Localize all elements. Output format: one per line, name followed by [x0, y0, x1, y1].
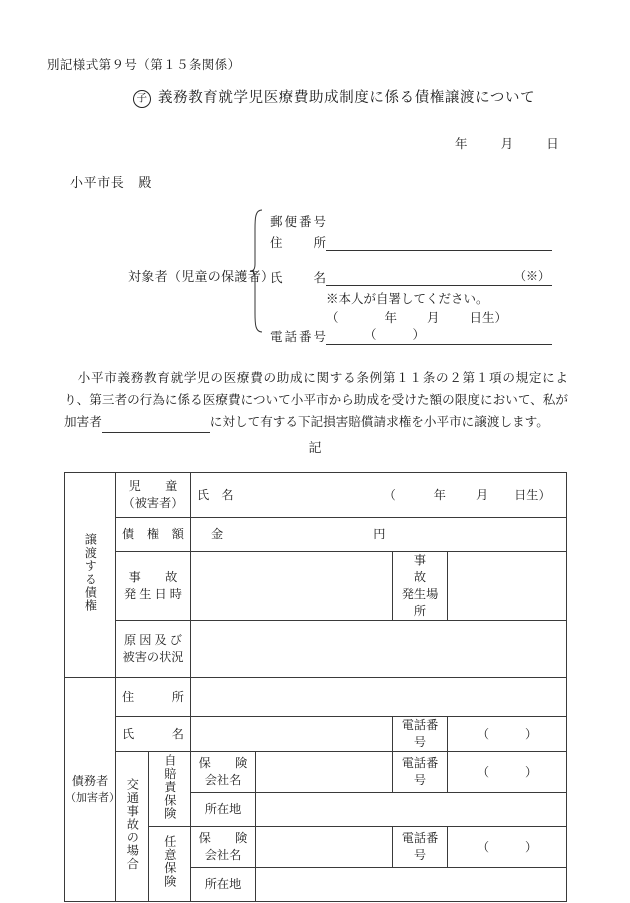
cell-jibaiseki-tel-label: [393, 752, 448, 793]
accident-place-line2: 発生場所: [401, 587, 439, 618]
birth-year-label: 年: [384, 311, 398, 325]
cell-jibaiseki-label: [149, 752, 191, 827]
jibaiseki-tel-open-paren: （: [476, 764, 489, 779]
section-debtor-sub-label: （加害者）: [65, 791, 120, 804]
curly-brace-icon: [249, 209, 263, 333]
cell-debtor-name-label: [116, 717, 191, 752]
cell-jibaiseki-insurer-name-label: [191, 752, 256, 793]
debtor-address-label: 住 所: [122, 689, 184, 704]
cell-debtor-address-value[interactable]: [191, 678, 567, 717]
debtor-name-label: 氏 名: [122, 726, 184, 741]
birth-month-label: 月: [427, 311, 440, 325]
applicant-birthdate-row: [326, 308, 507, 326]
birth-open-paren: （: [326, 311, 339, 325]
cell-jibaiseki-location-value[interactable]: [256, 793, 567, 827]
name-signature-mark: （※）: [513, 269, 550, 283]
claim-amount-label: 債 権 額: [122, 527, 184, 541]
cell-child-name-value[interactable]: [191, 473, 567, 518]
ki-heading: 記: [308, 440, 322, 455]
nini-tel-label: 電話番号: [401, 831, 439, 862]
cause-line2: 被害の状況: [122, 650, 184, 664]
child-label-line2: （被害者）: [122, 496, 184, 510]
address-label: 住 所: [270, 236, 326, 250]
table-row-jibaiseki-insurer: [65, 752, 567, 793]
accident-place-line1: 事 故: [413, 553, 451, 584]
claim-amount-unit: 円: [373, 527, 386, 541]
jibaiseki-tel-label: 電話番号: [401, 756, 439, 787]
table-row-accident: [65, 552, 567, 621]
cell-nini-label: [149, 827, 191, 902]
insurer-name-line1: 保 険: [198, 756, 248, 770]
cell-child-label: [116, 473, 191, 518]
date-year-label: 年: [455, 137, 468, 151]
cell-section-debtor: [65, 678, 120, 902]
cell-nini-tel-value[interactable]: [448, 827, 567, 868]
cell-jibaiseki-tel-value[interactable]: [448, 752, 567, 793]
name-label: 氏 名: [270, 271, 326, 285]
telephone-input-line[interactable]: [326, 330, 552, 345]
jibaiseki-location-label: 所在地: [204, 802, 242, 816]
section-debtor-label: 債務者: [71, 773, 109, 788]
document-title-row: [133, 86, 535, 108]
table-row-debtor-address: [65, 678, 567, 717]
nini-insurer-name-line2: 会社名: [204, 848, 242, 862]
perpetrator-input-line[interactable]: [102, 419, 210, 433]
cell-claim-amount-label: [116, 518, 191, 552]
tel-open-paren: （: [364, 328, 377, 342]
document-title: 義務教育就学児医療費助成制度に係る債権譲渡について: [158, 90, 536, 106]
cell-debtor-tel-value[interactable]: [448, 717, 567, 752]
cell-nini-insurer-name-label: [191, 827, 256, 868]
postal-code-label: 郵便番号: [270, 215, 326, 229]
debtor-tel-label: 電話番号: [401, 718, 439, 749]
cell-nini-tel-label: [393, 827, 448, 868]
applicant-address-row: [270, 233, 552, 251]
addressee-name: 小平市長: [70, 175, 125, 190]
signature-note: ※本人が自署してください。: [326, 292, 489, 306]
cell-accident-place-label: [393, 552, 451, 621]
addressee-honorific: 殿: [138, 175, 153, 190]
child-dob-year-label: 年: [433, 487, 446, 502]
applicant-tel-row: [270, 327, 552, 345]
paragraph-text-part2: に対して有する下記損害賠償請求権を小平市に譲渡します。: [209, 415, 549, 429]
nini-insurer-name-line1: 保 険: [198, 831, 248, 845]
cause-line1: 原 因 及 び: [124, 633, 182, 647]
insurer-name-line2: 会社名: [204, 773, 242, 787]
applicant-name-row: [270, 268, 552, 286]
jibaiseki-label: 自賠責保険: [162, 753, 177, 820]
debtor-tel-open-paren: （: [476, 726, 489, 741]
cell-cause-label: [116, 621, 191, 678]
jibaiseki-tel-close-paren: ）: [525, 764, 538, 779]
cell-accident-datetime-value[interactable]: [191, 552, 393, 621]
nini-location-label: 所在地: [204, 877, 242, 891]
date-line: [455, 134, 559, 152]
table-row-cause: [65, 621, 567, 678]
date-day-label: 日: [546, 137, 559, 151]
body-paragraph: [64, 367, 568, 433]
table-row-claim-amount: [65, 518, 567, 552]
applicant-postal-row: [270, 212, 326, 230]
address-input-line[interactable]: [326, 236, 552, 251]
cell-accident-datetime-label: [116, 552, 191, 621]
telephone-parens: [364, 325, 425, 343]
child-dob-open-paren: （: [383, 487, 396, 502]
tel-close-paren: ）: [412, 328, 426, 342]
child-label-line1: 児 童: [128, 479, 178, 493]
child-name-label: 氏 名: [197, 487, 234, 502]
nini-tel-open-paren: （: [476, 839, 489, 854]
cell-nini-location-label: [191, 868, 256, 902]
cell-nini-insurer-name-value[interactable]: [256, 827, 393, 868]
date-month-label: 月: [500, 137, 514, 151]
cell-jibaiseki-insurer-name-value[interactable]: [256, 752, 393, 793]
cell-debtor-tel-label: [393, 717, 448, 752]
nini-tel-close-paren: ）: [525, 839, 538, 854]
section-assigned-claim-label: 譲渡する債権: [83, 532, 98, 613]
form-number: 別記様式第９号（第１５条関係）: [47, 58, 241, 72]
claim-amount-prefix: 金: [211, 527, 224, 541]
cell-cause-value[interactable]: [191, 621, 567, 678]
cell-jibaiseki-location-label: [191, 793, 256, 827]
cell-debtor-name-value[interactable]: [191, 717, 393, 752]
cell-section-assigned-claim: [65, 473, 116, 678]
accident-datetime-line1: 事 故: [128, 570, 178, 584]
nini-label: 任意保険: [162, 835, 177, 888]
cell-debtor-address-label: [116, 678, 191, 717]
debtor-tel-close-paren: ）: [525, 726, 538, 741]
cell-traffic-case-label: [116, 752, 149, 902]
paragraph-text-part1: 小平市義務教育就学児の医療費の助成に関する条例第１１条の２第１項の規定により、第三者の行為に係る医療費について小平市から助成を受けた額の限度において、私が加害者: [64, 371, 568, 429]
traffic-case-label: 交通事故の場合: [125, 777, 140, 871]
claim-details-table: [64, 472, 567, 902]
cell-accident-place-value[interactable]: [448, 552, 567, 621]
child-dob-day-label: 日生）: [514, 487, 551, 502]
table-row-debtor-name: [65, 717, 567, 752]
telephone-label: 電話番号: [270, 330, 326, 344]
name-input-line[interactable]: [326, 271, 552, 286]
birth-day-label: 日生）: [469, 311, 508, 325]
child-mark-icon: 子: [133, 90, 151, 108]
table-row-child-name: [65, 473, 567, 518]
cell-nini-location-value[interactable]: [256, 868, 567, 902]
accident-datetime-line2: 発 生 日 時: [124, 587, 182, 601]
cell-claim-amount-value[interactable]: [191, 518, 567, 552]
addressee-line: [70, 172, 152, 191]
applicant-group-label: 対象者（児童の保護者）: [128, 269, 275, 284]
child-dob-month-label: 月: [475, 487, 489, 502]
